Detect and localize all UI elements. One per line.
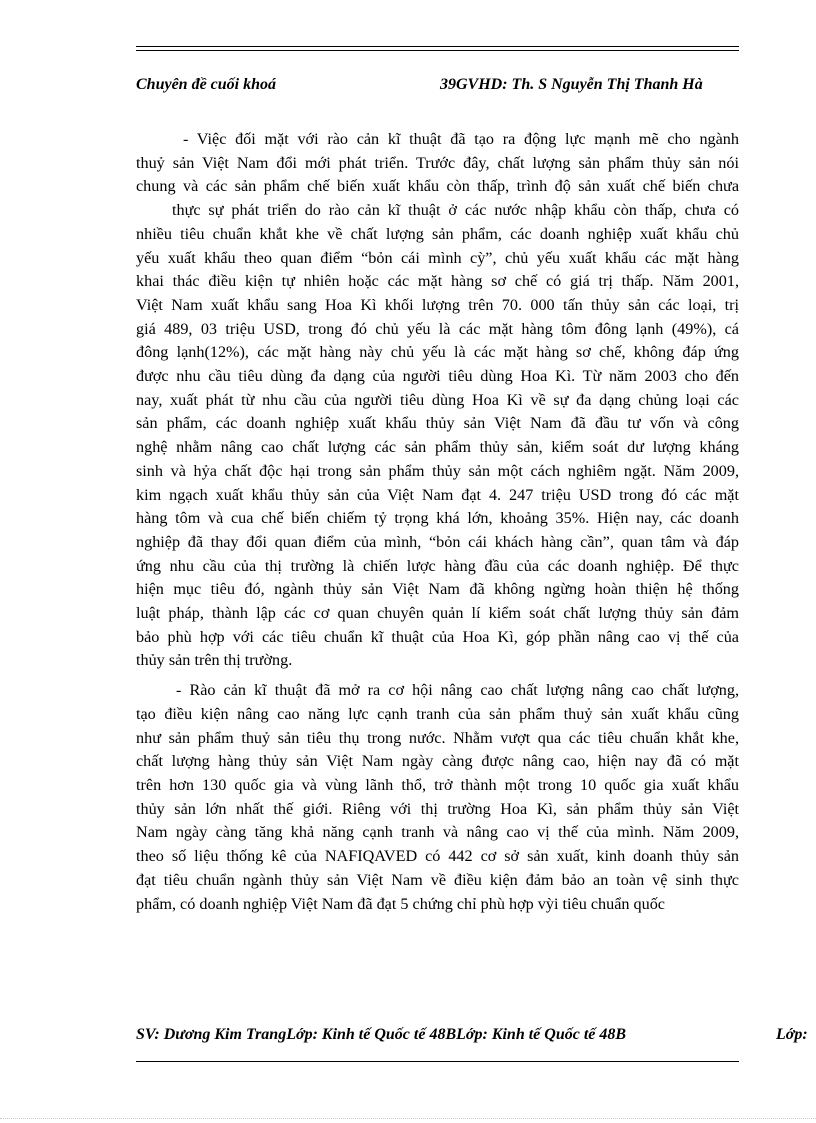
page-edge [0, 1118, 816, 1119]
text-line: hàng tôm và cua chế biến chiếm tỷ trọng khá lớn, khoảng 35%. Hiện nay, các doanh [136, 509, 739, 528]
text-line: giá 489, 03 triệu USD, trong đó chủ yếu là các mặt hàng tôm đông lạnh (49%), cá [136, 319, 739, 338]
text-line: hiện mục tiêu đó, ngành thủy sản Việt Nam đã không ngừng hoàn thiện hệ thống [136, 580, 739, 599]
text-line: theo số liệu thống kê của NAFIQAVED có 442 cơ sở sản xuất, kinh doanh thủy sản [136, 847, 739, 866]
header-course-title: Chuyên đề cuối khoá [136, 76, 277, 93]
text-line: thuỷ sản Việt Nam đổi mới phát triển. Trước đây, chất lượng sản phẩm thủy sản nói [136, 153, 739, 172]
paragraph-2 [136, 679, 739, 916]
footer-student-info: SV: Dương Kim TrangLớp: Kinh tế Quốc tế 48BLớp: Kinh tế Quốc tế 48B [136, 1026, 627, 1043]
text-line: được nhu cầu tiêu dùng đa dạng của người tiêu dùng Hoa Kì. Từ năm 2003 cho đến [136, 367, 739, 386]
paragraph-1 [136, 128, 739, 673]
text-line: đông lạnh(12%), các mặt hàng này chủ yếu là các mặt hàng sơ chế, không đáp ứng [136, 343, 739, 362]
text-line: thực sự phát triển do rào cản kĩ thuật ở các nước nhập khẩu còn thấp, chưa có [172, 201, 739, 220]
text-line: - Việc đối mặt với rào cản kĩ thuật đã tạo ra động lực mạnh mẽ cho ngành [183, 130, 739, 148]
text-line: yếu xuất khẩu theo quan điểm “bỏn cái mình cỳ”, chủ yếu xuất khẩu các mặt hàng [136, 248, 739, 267]
text-line: nay, xuất phát từ nhu cầu của người tiêu dùng Hoa Kì về sự đa dạng chủng loại các [136, 390, 739, 409]
header-supervisor: 39GVHD: Th. S Nguyễn Thị Thanh Hà [440, 76, 703, 93]
text-line: sản phẩm, các doanh nghiệp xuất khẩu thủy sản Việt Nam đã đầu tư vốn và công [136, 414, 739, 433]
footer-class-label: Lớp: [776, 1026, 808, 1043]
text-line: luật pháp, thành lập các cơ quan chuyên quản lí kiểm soát chất lượng thủy sản đảm [136, 604, 739, 623]
text-line: thủy sản lớn nhất thế giới. Riêng với thị trường Hoa Kì, sản phẩm thủy sản Việt [136, 799, 739, 818]
text-line: tạo điều kiện nâng cao năng lực cạnh tranh của sản phẩm thuỷ sản xuất khẩu cũng [136, 704, 739, 723]
footer-rule [136, 1061, 739, 1062]
text-line: bảo phù hợp với các tiêu chuẩn kĩ thuật của Hoa Kì, góp phần nâng cao vị thế của [136, 627, 739, 646]
text-line: chung và các sản phẩm chế biến xuất khẩu còn thấp, trình độ sản xuất chế biến chưa [136, 177, 739, 196]
text-line: phẩm, có doanh nghiệp Việt Nam đã đạt 5 chứng chỉ phù hợp vỳi tiêu chuẩn quốc [136, 894, 665, 913]
text-line: kim ngạch xuất khẩu thủy sản của Việt Nam đạt 4. 247 triệu USD trong đó các mặt [136, 485, 739, 504]
document-body [136, 128, 739, 916]
header-rule [136, 46, 739, 51]
text-line: chất lượng hàng thủy sản Việt Nam ngày càng được nâng cao, hiện nay đã có mặt [136, 752, 739, 771]
text-line: nghệ nhằm nâng cao chất lượng các sản phẩm thủy sản, kiểm soát dư lượng kháng [136, 438, 739, 457]
text-line: khai thác điều kiện tự nhiên hoặc các mặt hàng sơ chế có giá trị thấp. Năm 2001, [136, 272, 739, 291]
text-line: sinh và hỷa chất độc hại trong sản phẩm thủy sản một cách nghiêm ngặt. Năm 2009, [136, 461, 739, 480]
text-line: nghiệp đã thay đổi quan điểm của mình, “bỏn cái khách hàng cần”, quan tâm và đáp [136, 532, 739, 551]
text-line: đạt tiêu chuẩn ngành thủy sản Việt Nam về điều kiện đảm bảo an toàn vệ sinh thực [136, 870, 739, 889]
text-line: - Rào cản kĩ thuật đã mở ra cơ hội nâng cao chất lượng nâng cao chất lượng, [176, 681, 739, 700]
text-line: Việt Nam xuất khẩu sang Hoa Kì khối lượng trên 70. 000 tấn thủy sản các loại, trị [136, 295, 739, 314]
text-line: trên hơn 130 quốc gia và vùng lãnh thổ, trở thành một trong 10 quốc gia xuất khẩu [136, 775, 739, 794]
text-line: nhiều tiêu chuẩn khắt khe về chất lượng sản phẩm, các doanh nghiệp xuất khẩu chủ [136, 224, 739, 243]
text-line: thủy sản trên thị trường. [136, 651, 293, 670]
text-line: như sản phẩm thuỷ sản tiêu thụ trong nước. Nhằm vượt qua các tiêu chuẩn khắt khe, [136, 728, 739, 747]
text-line: ứng nhu cầu của thị trường là chiến lược hàng đầu của các doanh nghiệp. Để thực [136, 556, 739, 575]
text-line: Nam ngày càng tăng khả năng cạnh tranh và nâng cao vị thế của mình. Năm 2009, [136, 823, 739, 842]
